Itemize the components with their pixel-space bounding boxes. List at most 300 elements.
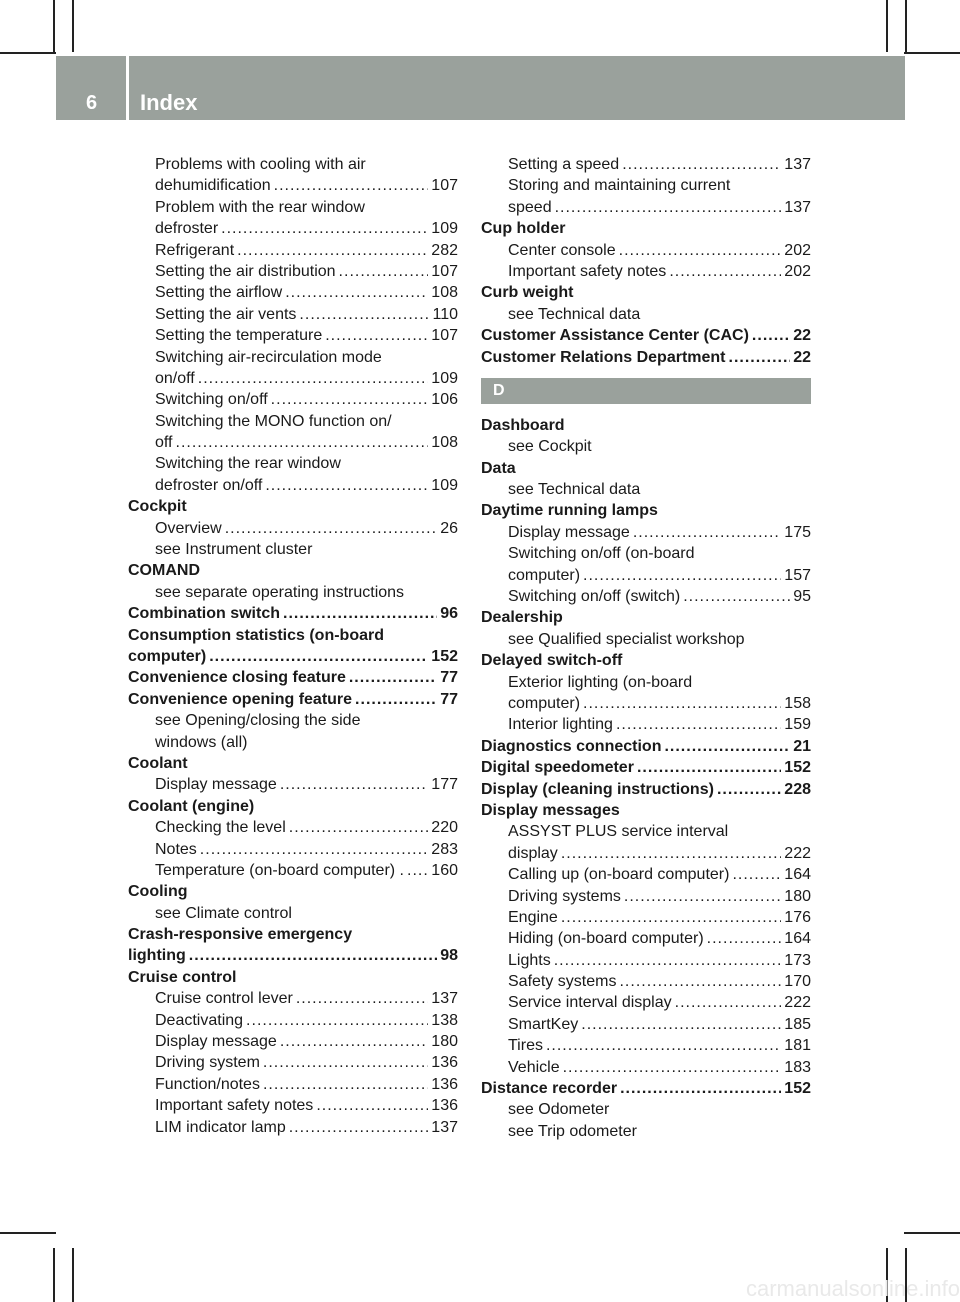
leader-dots [263, 1052, 428, 1073]
index-entry [481, 415, 811, 436]
index-subentry [128, 453, 458, 474]
entry-text: dehumidification [155, 177, 271, 195]
entry-text: lighting [128, 947, 186, 965]
index-subentry [128, 988, 458, 1009]
leader-dots [619, 240, 782, 261]
index-subentry [481, 261, 811, 282]
page-number: 6 [86, 92, 98, 114]
leader-dots [563, 1057, 782, 1078]
index-column-right [481, 154, 811, 1142]
crop-mark [904, 1232, 960, 1234]
index-entry [128, 753, 458, 774]
index-subentry [128, 1074, 458, 1095]
index-subentry [128, 282, 458, 303]
page-reference: 173 [784, 951, 811, 969]
entry-text: see Instrument cluster [155, 541, 313, 559]
page-reference: 109 [431, 369, 458, 387]
crop-mark [53, 0, 55, 52]
entry-text: see Opening/closing the side [155, 712, 361, 730]
index-subentry [481, 821, 811, 842]
index-subentry [481, 992, 811, 1013]
index-subentry [128, 347, 458, 368]
index-subentry [128, 1010, 458, 1031]
page-reference: 282 [431, 241, 458, 259]
entry-text: defroster [155, 220, 219, 238]
entry-text: Digital speedometer [481, 759, 634, 777]
index-subentry [481, 240, 811, 261]
crop-mark [53, 1248, 55, 1302]
index-entry [128, 625, 458, 646]
entry-text: Cruise control lever [155, 990, 293, 1008]
index-subentry [128, 839, 458, 860]
leader-dots [299, 304, 429, 325]
page-reference: 137 [431, 1118, 458, 1136]
index-subentry [481, 672, 811, 693]
entry-text: Storing and maintaining current [508, 177, 731, 195]
leader-dots [265, 475, 428, 496]
leader-dots [555, 197, 782, 218]
index-subentry [481, 907, 811, 928]
entry-text: Display messages [481, 801, 620, 819]
entry-text: Delayed switch-off [481, 652, 623, 670]
leader-dots [717, 779, 781, 800]
leader-dots [283, 603, 437, 624]
index-subentry [481, 1057, 811, 1078]
index-entry [481, 325, 811, 346]
leader-dots [200, 839, 429, 860]
index-entry [481, 650, 811, 671]
entry-text: Function/notes [155, 1075, 260, 1093]
index-subentry [128, 154, 458, 175]
page-reference: 164 [784, 866, 811, 884]
page-reference: 152 [431, 647, 458, 665]
index-subentry [128, 732, 458, 753]
page-reference: 21 [793, 737, 811, 755]
index-subentry [128, 411, 458, 432]
entry-text: Customer Relations Department [481, 348, 726, 366]
leader-dots [246, 1010, 428, 1031]
page-reference: 177 [431, 776, 458, 794]
entry-text: Calling up (on-board computer) [508, 866, 730, 884]
index-subentry [481, 586, 811, 607]
page-reference: 283 [431, 840, 458, 858]
entry-text: Setting the temperature [155, 327, 323, 345]
index-entry [481, 218, 811, 239]
entry-text: COMAND [128, 562, 200, 580]
entry-text: Convenience closing feature [128, 669, 346, 687]
page-reference: 26 [440, 519, 458, 537]
entry-text: Service interval display [508, 994, 672, 1012]
entry-text: Notes [155, 840, 197, 858]
index-entry [128, 560, 458, 581]
leader-dots [546, 1035, 781, 1056]
index-subentry [481, 1014, 811, 1035]
index-subentry [481, 154, 811, 175]
entry-text: see Qualified specialist workshop [508, 630, 745, 648]
index-subentry [128, 325, 458, 346]
leader-dots [263, 1074, 428, 1095]
entry-text: Setting the airflow [155, 284, 283, 302]
entry-text: Refrigerant [155, 241, 235, 259]
leader-dots [561, 907, 781, 928]
entry-text: ASSYST PLUS service interval [508, 823, 729, 841]
entry-text: display [508, 844, 558, 862]
entry-text: Switching on/off (switch) [508, 588, 681, 606]
leader-dots [237, 240, 428, 261]
index-subentry [128, 539, 458, 560]
page-reference: 170 [784, 973, 811, 991]
entry-text: computer) [508, 694, 581, 712]
leader-dots [624, 886, 781, 907]
index-subentry [128, 1117, 458, 1138]
page-reference: 96 [440, 605, 458, 623]
page-reference: 22 [793, 348, 811, 366]
entry-text: Dashboard [481, 416, 565, 434]
crop-mark [72, 0, 74, 52]
entry-text: Switching the MONO function on/ [155, 412, 392, 430]
index-subentry [481, 971, 811, 992]
leader-dots [581, 1014, 781, 1035]
index-entry [481, 607, 811, 628]
entry-text: Distance recorder [481, 1080, 618, 1098]
page-reference: 109 [431, 476, 458, 494]
entry-text: LIM indicator lamp [155, 1118, 286, 1136]
index-subentry [128, 218, 458, 239]
index-entry [128, 667, 458, 688]
entry-text: Cockpit [128, 498, 187, 516]
page-reference: 222 [784, 844, 811, 862]
leader-dots [619, 971, 781, 992]
page-reference: 160 [431, 861, 458, 879]
leader-dots [732, 864, 781, 885]
index-entry [128, 646, 458, 667]
crop-mark [72, 1248, 74, 1302]
page-reference: 110 [432, 305, 458, 323]
index-subentry [128, 389, 458, 410]
page-reference: 180 [784, 887, 811, 905]
leader-dots [274, 175, 429, 196]
index-subentry [481, 864, 811, 885]
index-entry [481, 1078, 811, 1099]
leader-dots [325, 325, 428, 346]
page-reference: 228 [784, 780, 811, 798]
leader-dots [198, 368, 429, 389]
index-subentry [481, 565, 811, 586]
crop-mark [886, 0, 888, 52]
page-reference: 108 [431, 434, 458, 452]
leader-dots [280, 1031, 428, 1052]
leader-dots [209, 646, 428, 667]
page-reference: 98 [440, 947, 458, 965]
leader-dots [561, 843, 781, 864]
leader-dots [620, 1078, 781, 1099]
entry-text: Tires [508, 1037, 543, 1055]
entry-text: see Technical data [508, 305, 641, 323]
entry-text: Switching on/off (on-board [508, 545, 695, 563]
entry-text: Convenience opening feature [128, 690, 353, 708]
entry-text: on/off [155, 369, 195, 387]
page-reference: 107 [431, 327, 458, 345]
entry-text: windows (all) [155, 733, 248, 751]
page-reference: 185 [784, 1015, 811, 1033]
watermark: carmanualsonline.info [745, 1276, 960, 1301]
index-subentry [128, 860, 458, 881]
entry-text: Switching air-recirculation mode [155, 348, 382, 366]
entry-text: computer) [128, 647, 207, 665]
index-entry [481, 736, 811, 757]
index-subentry [481, 522, 811, 543]
leader-dots [616, 714, 781, 735]
entry-text: Overview [155, 519, 222, 537]
entry-text: Cruise control [128, 968, 237, 986]
index-entry [128, 796, 458, 817]
entry-text: Combination switch [128, 605, 280, 623]
leader-dots [669, 261, 781, 282]
page-reference: 136 [431, 1097, 458, 1115]
leader-dots [675, 992, 782, 1013]
entry-text: Safety systems [508, 973, 617, 991]
leader-dots [316, 1095, 428, 1116]
entry-text: computer) [508, 566, 581, 584]
entry-text: Important safety notes [508, 262, 667, 280]
index-subentry [128, 261, 458, 282]
page-reference: 164 [784, 930, 811, 948]
entry-text: Dealership [481, 609, 563, 627]
entry-text: Problem with the rear window [155, 198, 365, 216]
entry-text: Diagnostics connection [481, 737, 662, 755]
page-reference: 183 [784, 1058, 811, 1076]
index-column-left [128, 154, 458, 1138]
page-reference: 159 [784, 716, 811, 734]
page-reference: 109 [431, 220, 458, 238]
index-entry [481, 779, 811, 800]
index-entry [481, 800, 811, 821]
leader-dots [554, 950, 782, 971]
leader-dots [683, 586, 790, 607]
entry-text: Exterior lighting (on-board [508, 673, 693, 691]
index-subentry [128, 817, 458, 838]
index-subentry [128, 582, 458, 603]
page-reference: 152 [784, 759, 811, 777]
entry-text: Display message [508, 523, 630, 541]
leader-dots [176, 432, 429, 453]
index-subentry [481, 304, 811, 325]
index-subentry [481, 1035, 811, 1056]
entry-text: Display message [155, 776, 277, 794]
index-subentry [481, 175, 811, 196]
page-reference: 176 [784, 908, 811, 926]
index-entry [128, 603, 458, 624]
leader-dots [355, 689, 437, 710]
leader-dots [622, 154, 781, 175]
entry-text: Important safety notes [155, 1097, 314, 1115]
entry-text: Cup holder [481, 220, 566, 238]
index-subentry [128, 304, 458, 325]
leader-dots [664, 736, 790, 757]
leader-dots [225, 518, 438, 539]
index-subentry [128, 1052, 458, 1073]
entry-text: Interior lighting [508, 716, 613, 734]
index-subentry [128, 903, 458, 924]
leader-dots [271, 389, 429, 410]
index-entry [481, 458, 811, 479]
entry-text: Hiding (on-board computer) [508, 930, 704, 948]
entry-text: Switching the rear window [155, 455, 341, 473]
index-subentry [481, 543, 811, 564]
entry-text: Customer Assistance Center (CAC) [481, 327, 749, 345]
leader-dots [296, 988, 428, 1009]
entry-text: Coolant (engine) [128, 797, 255, 815]
page-reference: 175 [784, 523, 811, 541]
crop-mark [904, 52, 960, 54]
entry-text: Temperature (on-board computer) . [155, 861, 404, 879]
leader-dots [583, 565, 781, 586]
page-reference: 22 [793, 327, 811, 345]
entry-text: see Trip odometer [508, 1122, 637, 1140]
entry-text: Center console [508, 241, 616, 259]
page-reference: 136 [431, 1054, 458, 1072]
index-subentry [481, 886, 811, 907]
index-letter-heading: D [481, 378, 811, 404]
page-reference: 136 [431, 1075, 458, 1093]
index-subentry [128, 518, 458, 539]
leader-dots [752, 325, 790, 346]
entry-text: Deactivating [155, 1011, 244, 1029]
entry-text: Vehicle [508, 1058, 560, 1076]
index-entry [128, 945, 458, 966]
page-reference: 202 [784, 241, 811, 259]
index-subentry [128, 240, 458, 261]
index-subentry [128, 774, 458, 795]
page-reference: 220 [431, 819, 458, 837]
entry-text: SmartKey [508, 1015, 579, 1033]
leader-dots [221, 218, 428, 239]
page-reference: 137 [784, 198, 811, 216]
leader-dots [280, 774, 428, 795]
page-reference: 77 [440, 690, 458, 708]
entry-text: Setting a speed [508, 156, 620, 173]
entry-text: Display message [155, 1033, 277, 1051]
index-entry [128, 967, 458, 988]
entry-text: Consumption statistics (on-board [128, 626, 384, 644]
index-subentry [481, 693, 811, 714]
leader-dots [289, 1117, 429, 1138]
index-entry [481, 500, 811, 521]
index-entry [481, 757, 811, 778]
page-title: Index [140, 90, 198, 115]
leader-dots [339, 261, 429, 282]
index-subentry [128, 432, 458, 453]
leader-dots [407, 860, 428, 881]
page-reference: 138 [431, 1011, 458, 1029]
entry-text: off [155, 434, 173, 452]
index-entry [481, 347, 811, 368]
index-entry [128, 924, 458, 945]
leader-dots [633, 522, 781, 543]
entry-text: Curb weight [481, 284, 574, 302]
page-reference: 152 [784, 1080, 811, 1098]
index-subentry [128, 175, 458, 196]
leader-dots [583, 693, 781, 714]
index-entry [481, 282, 811, 303]
entry-text: see Odometer [508, 1101, 610, 1119]
leader-dots [289, 817, 429, 838]
entry-text: Data [481, 459, 516, 477]
index-subentry [128, 197, 458, 218]
page-reference: 157 [784, 566, 811, 584]
index-subentry [481, 843, 811, 864]
page-reference: 107 [431, 177, 458, 195]
entry-text: Display (cleaning instructions) [481, 780, 714, 798]
entry-text: Setting the air vents [155, 305, 297, 323]
page-reference: 180 [431, 1033, 458, 1051]
page-reference: 95 [793, 588, 811, 606]
index-subentry [481, 950, 811, 971]
page-reference: 137 [784, 156, 811, 173]
index-subentry [128, 1031, 458, 1052]
page-reference: 158 [784, 694, 811, 712]
entry-text: defroster on/off [155, 476, 263, 494]
entry-text: Lights [508, 951, 551, 969]
leader-dots [285, 282, 428, 303]
index-subentry [481, 928, 811, 949]
page-reference: 107 [431, 262, 458, 280]
entry-text: Cooling [128, 883, 188, 901]
index-subentry [128, 1095, 458, 1116]
entry-text: Driving system [155, 1054, 260, 1072]
index-subentry [128, 368, 458, 389]
page-reference: 181 [784, 1037, 811, 1055]
index-subentry [481, 1099, 811, 1120]
leader-dots [189, 945, 437, 966]
page-reference: 77 [440, 669, 458, 687]
entry-text: Coolant [128, 754, 188, 772]
entry-text: Crash-responsive emergency [128, 926, 353, 944]
index-subentry [128, 475, 458, 496]
index-subentry [481, 479, 811, 500]
header-separator [126, 56, 129, 120]
entry-text: see Cockpit [508, 438, 592, 456]
entry-text: Checking the level [155, 819, 286, 837]
page-reference: 222 [784, 994, 811, 1012]
index-subentry [481, 1121, 811, 1142]
entry-text: Driving systems [508, 887, 621, 905]
index-subentry [128, 710, 458, 731]
page-reference: 108 [431, 284, 458, 302]
index-subentry [481, 197, 811, 218]
leader-dots [729, 347, 791, 368]
entry-text: speed [508, 198, 552, 216]
entry-text: see separate operating instructions [155, 583, 405, 601]
index-subentry [481, 714, 811, 735]
index-entry [128, 496, 458, 517]
entry-text: Daytime running lamps [481, 502, 658, 520]
index-entry [128, 689, 458, 710]
entry-text: Problems with cooling with air [155, 156, 366, 173]
crop-mark [905, 0, 907, 52]
crop-mark [0, 52, 56, 54]
entry-text: see Technical data [508, 481, 641, 499]
entry-text: Engine [508, 908, 558, 926]
page-reference: 202 [784, 262, 811, 280]
leader-dots [637, 757, 781, 778]
index-entry [128, 881, 458, 902]
entry-text: Switching on/off [155, 391, 268, 409]
index-subentry [481, 436, 811, 457]
entry-text: see Climate control [155, 904, 292, 922]
page-reference: 106 [431, 391, 458, 409]
page-reference: 137 [431, 990, 458, 1008]
